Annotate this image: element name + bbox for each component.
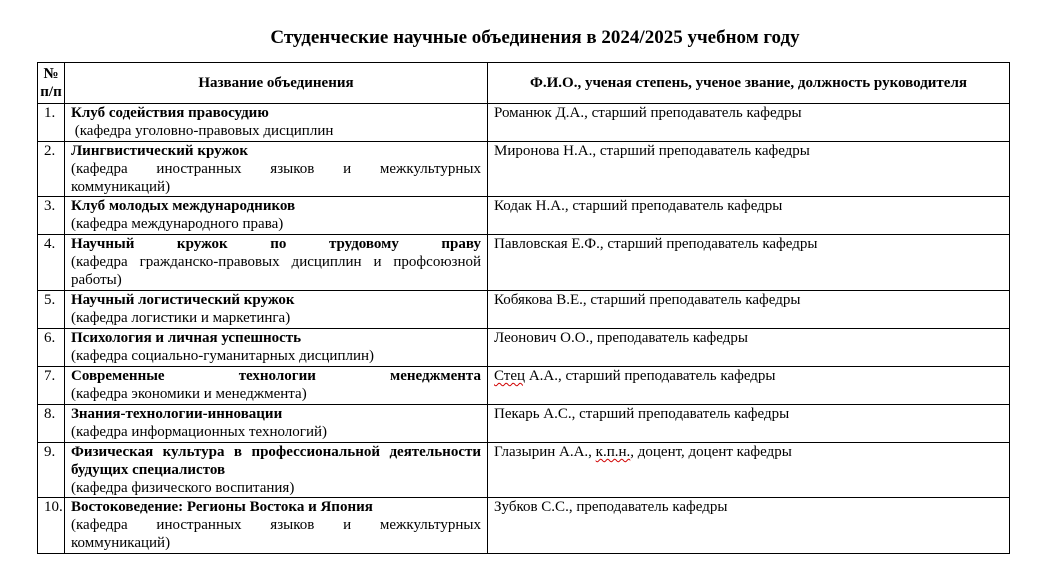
leader-cell bbox=[488, 142, 1010, 197]
association-cell bbox=[65, 142, 488, 197]
header-leader: Ф.И.О., ученая степень, ученое звание, должность руководителя bbox=[488, 63, 1010, 104]
leader-cell bbox=[488, 235, 1010, 291]
leader-position: старший преподаватель кафедры bbox=[575, 406, 790, 422]
row-number: 7. bbox=[38, 367, 65, 405]
header-name: Название объединения bbox=[65, 63, 488, 104]
leader-position: преподаватель кафедры bbox=[572, 499, 728, 515]
association-name: Современные технологии менеджмента bbox=[71, 368, 481, 384]
page-title: Студенческие научные объединения в 2024/2025 учебном году bbox=[270, 27, 800, 48]
leader-cell bbox=[488, 498, 1010, 554]
leader-name: Стец bbox=[494, 368, 526, 384]
association-name: Научный кружок по трудовому праву bbox=[71, 236, 481, 252]
department: (кафедра гражданско-правовых дисциплин и профсоюзной работы) bbox=[71, 254, 481, 288]
association-name: Психология и личная успешность bbox=[71, 330, 302, 346]
row-number: 2. bbox=[38, 142, 65, 197]
leader-name: Глазырин А.А., bbox=[494, 444, 592, 460]
leader-position: А.А., старший преподаватель кафедры bbox=[525, 368, 776, 384]
association-name: Знания-технологии-инновации bbox=[71, 406, 283, 422]
association-cell bbox=[65, 104, 488, 142]
leader-position: старший преподаватель кафедры bbox=[586, 292, 801, 308]
association-name: Клуб молодых международников bbox=[71, 198, 296, 214]
leader-name: Миронова Н.А., bbox=[494, 143, 597, 159]
leader-cell bbox=[488, 329, 1010, 367]
leader-name: Леонович О.О., bbox=[494, 330, 594, 346]
table-header-row bbox=[38, 63, 1010, 104]
department: (кафедра физического воспитания) bbox=[71, 480, 295, 496]
table-row bbox=[38, 291, 1010, 329]
leader-name: Зубков С.С., bbox=[494, 499, 573, 515]
table-row bbox=[38, 498, 1010, 554]
association-name: Клуб содействия правосудию bbox=[71, 105, 269, 121]
leader-position: преподаватель кафедры bbox=[593, 330, 748, 346]
row-number: 10. bbox=[38, 498, 65, 554]
leader-cell bbox=[488, 405, 1010, 443]
table-row bbox=[38, 443, 1010, 498]
department: (кафедра иностранных языков и межкультурных коммуникаций) bbox=[71, 161, 481, 195]
association-name: Лингвистический кружок bbox=[71, 143, 249, 159]
department: (кафедра экономики и менеджмента) bbox=[71, 386, 307, 402]
department: (кафедра иностранных языков и межкультурных коммуникаций) bbox=[71, 517, 481, 551]
department: (кафедра социально-гуманитарных дисциплин) bbox=[71, 348, 375, 364]
association-name: Научный логистический кружок bbox=[71, 292, 295, 308]
department: (кафедра уголовно-правовых дисциплин bbox=[71, 123, 334, 139]
leader-name: Павловская Е.Ф., bbox=[494, 236, 604, 252]
table-row bbox=[38, 104, 1010, 142]
table-row bbox=[38, 405, 1010, 443]
association-cell bbox=[65, 367, 488, 405]
association-cell bbox=[65, 197, 488, 235]
association-cell bbox=[65, 405, 488, 443]
association-name: Востоковедение: Регионы Востока и Япония bbox=[71, 499, 373, 515]
leader-name: Кодак Н.А., bbox=[494, 198, 569, 214]
leader-cell bbox=[488, 197, 1010, 235]
leader-cell bbox=[488, 443, 1010, 498]
table-row bbox=[38, 367, 1010, 405]
leader-position: , доцент, доцент кафедры bbox=[630, 444, 792, 460]
leader-position: старший преподаватель кафедры bbox=[603, 236, 818, 252]
leader-position: старший преподаватель кафедры bbox=[587, 105, 802, 121]
row-number: 5. bbox=[38, 291, 65, 329]
leader-degree: к.п.н. bbox=[595, 444, 631, 460]
association-name: Физическая культура в профессиональной деятельности будущих специалистов bbox=[71, 444, 481, 478]
row-number: 4. bbox=[38, 235, 65, 291]
association-cell bbox=[65, 329, 488, 367]
department: (кафедра информационных технологий) bbox=[71, 424, 327, 440]
leader-name: Пекарь А.С., bbox=[494, 406, 576, 422]
table-row bbox=[38, 329, 1010, 367]
association-cell bbox=[65, 443, 488, 498]
leader-cell bbox=[488, 104, 1010, 142]
leader-position: старший преподаватель кафедры bbox=[596, 143, 810, 159]
department: (кафедра международного права) bbox=[71, 216, 284, 232]
header-number: № п/п bbox=[38, 63, 65, 104]
row-number: 8. bbox=[38, 405, 65, 443]
table-row bbox=[38, 142, 1010, 197]
association-cell bbox=[65, 498, 488, 554]
leader-position: старший преподаватель кафедры bbox=[568, 198, 783, 214]
row-number: 1. bbox=[38, 104, 65, 142]
row-number: 3. bbox=[38, 197, 65, 235]
association-cell bbox=[65, 235, 488, 291]
leader-cell bbox=[488, 291, 1010, 329]
association-cell bbox=[65, 291, 488, 329]
leader-name: Кобякова В.Е., bbox=[494, 292, 587, 308]
table-row bbox=[38, 197, 1010, 235]
table-row bbox=[38, 235, 1010, 291]
leader-cell bbox=[488, 367, 1010, 405]
row-number: 9. bbox=[38, 443, 65, 498]
department: (кафедра логистики и маркетинга) bbox=[71, 310, 291, 326]
leader-name: Романюк Д.А., bbox=[494, 105, 588, 121]
row-number: 6. bbox=[38, 329, 65, 367]
associations-table bbox=[37, 62, 1010, 554]
